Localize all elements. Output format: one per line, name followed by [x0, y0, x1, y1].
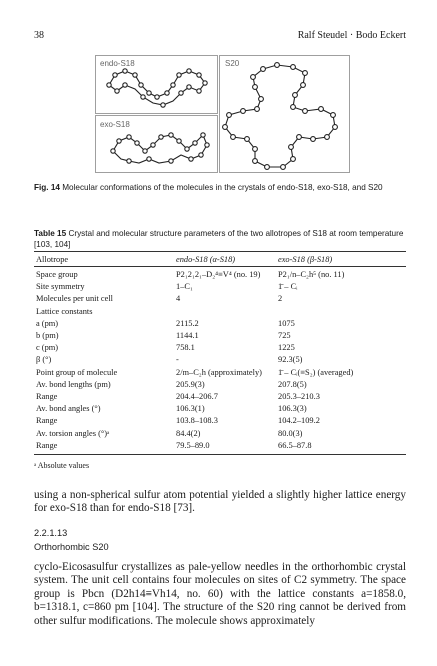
table-row: [34, 355, 406, 365]
table-cell: Av. bond angles (°): [36, 404, 101, 414]
table-header-cell: endo-S18 (α-S18): [176, 255, 236, 264]
table-cell: Av. bond lengths (pm): [36, 379, 111, 389]
table-row: [34, 380, 406, 390]
table-cell: 4: [176, 294, 181, 304]
table-cell: 725: [278, 331, 291, 340]
table-cell: 204.4–206.7: [176, 392, 218, 401]
table-row: [34, 392, 406, 402]
table-cell: 1144.1: [176, 331, 199, 340]
table-cell: c (pm): [36, 343, 59, 353]
table-cell: Av. torsion angles (°)ᵃ: [36, 428, 110, 438]
table-row: [34, 429, 406, 439]
table-cell: 205.3–210.3: [278, 392, 320, 401]
table-row: [34, 307, 406, 317]
table-row: [34, 343, 406, 353]
table-cell: 1̄ – Cᵢ: [278, 282, 298, 292]
table-row: [34, 319, 406, 329]
table-row: [34, 441, 406, 451]
table-cell: 103.8–108.3: [176, 416, 218, 426]
table-cell: Site symmetry: [36, 282, 85, 292]
table-row: [34, 416, 406, 426]
table-cell: a (pm): [36, 318, 59, 328]
table-top-rule: [34, 251, 406, 252]
table-cell: 106.3(1): [176, 404, 205, 414]
table-row: [34, 294, 406, 304]
table-cell: 2/m–C₂h (approximately): [176, 367, 262, 377]
running-head-authors: Ralf Steudel · Bodo Eckert: [297, 30, 406, 41]
s20-label: S20: [225, 59, 240, 68]
table-row: [34, 404, 406, 414]
table-row: [34, 331, 406, 341]
table-cell: 1–C₁: [176, 282, 193, 292]
table-cell: 2: [278, 294, 283, 304]
table-cell: 2115.2: [176, 318, 199, 328]
table-cell: 758.1: [176, 343, 195, 353]
table-cell: 205.9(3): [176, 379, 205, 389]
table-row: [34, 368, 406, 378]
table-cell: Range: [36, 416, 58, 426]
table-cell: -: [176, 355, 179, 365]
table-cell: 1̄ – Cᵢ(≡S₂) (averaged): [278, 367, 354, 377]
table-cell: 92.3(5): [278, 355, 303, 365]
table-cell: 106.3(3): [278, 404, 307, 414]
table-cell: P2₁/n–C₂h⁵ (no. 11): [278, 270, 345, 279]
table-cell: 207.8(5): [278, 379, 307, 389]
table-cell: Range: [36, 440, 58, 450]
figure-caption-label: Fig. 14: [34, 183, 60, 192]
table-caption: [34, 229, 406, 250]
table-cell: P2₁2₁2₁–D₂⁴≡V⁴ (no. 19): [176, 270, 261, 279]
table-caption-text: Crystal and molecular structure parameters of the two allotropes of S18 at room temperature [103, 104]: [34, 229, 404, 249]
table-cell: Range: [36, 392, 58, 401]
section-number: 2.2.1.13: [34, 528, 68, 538]
exo-s18-label: exo-S18: [100, 120, 130, 129]
table-footnote: ᵃ Absolute values: [34, 461, 90, 470]
table-caption-label: Table 15: [34, 229, 67, 238]
table-cell: Molecules per unit cell: [36, 294, 113, 304]
figure-14: [95, 55, 350, 173]
table-cell: 1075: [278, 318, 295, 328]
table-cell: 80.0(3): [278, 428, 303, 438]
table-cell: 79.5–89.0: [176, 440, 210, 450]
table-row: [34, 282, 406, 292]
section-title: Orthorhombic S20: [34, 542, 109, 552]
table-cell: 66.5–87.8: [278, 440, 312, 450]
endo-s18-label: endo-S18: [100, 59, 135, 68]
table-cell: 84.4(2): [176, 428, 201, 438]
table-row: [34, 270, 406, 280]
figure-caption: [34, 183, 406, 194]
molecular-structures-image: [95, 55, 350, 173]
table-cell: β (°): [36, 355, 52, 365]
table-header-rule: [34, 266, 406, 267]
page-number: 38: [34, 30, 44, 41]
table-cell: 1225: [278, 343, 295, 353]
table-header-cell: Allotrope: [36, 255, 69, 264]
table-cell: 104.2–109.2: [278, 416, 320, 426]
table-header-cell: exo-S18 (β-S18): [278, 255, 333, 264]
paragraph-2: cyclo-Eicosasulfur crystallizes as pale-yellow needles in the orthorhombic crystal system. The unit cell contains four molecules on sites of C2 symmetry. The space group is Pbcn (D2h14≡Vh14, no. 60) with the lattice constants a=1858.0, b=1318.1, c=860 pm [104]. The structure of the S20 ring cannot be derived from other sulfur modifications. The molecule shows approximately: [34, 561, 406, 627]
table-cell: Space group: [36, 270, 78, 279]
paragraph-1: using a non-spherical sulfur atom potential yielded a slightly higher lattice energy for exo-S18 than for endo-S18 [73].: [34, 489, 406, 515]
table-cell: b (pm): [36, 331, 59, 340]
table-cell: Lattice constants: [36, 306, 93, 316]
table-cell: Point group of molecule: [36, 367, 118, 377]
figure-caption-text: Molecular conformations of the molecules in the crystals of endo-S18, exo-S18, and S20: [62, 183, 383, 192]
table-bottom-rule: [34, 454, 406, 455]
